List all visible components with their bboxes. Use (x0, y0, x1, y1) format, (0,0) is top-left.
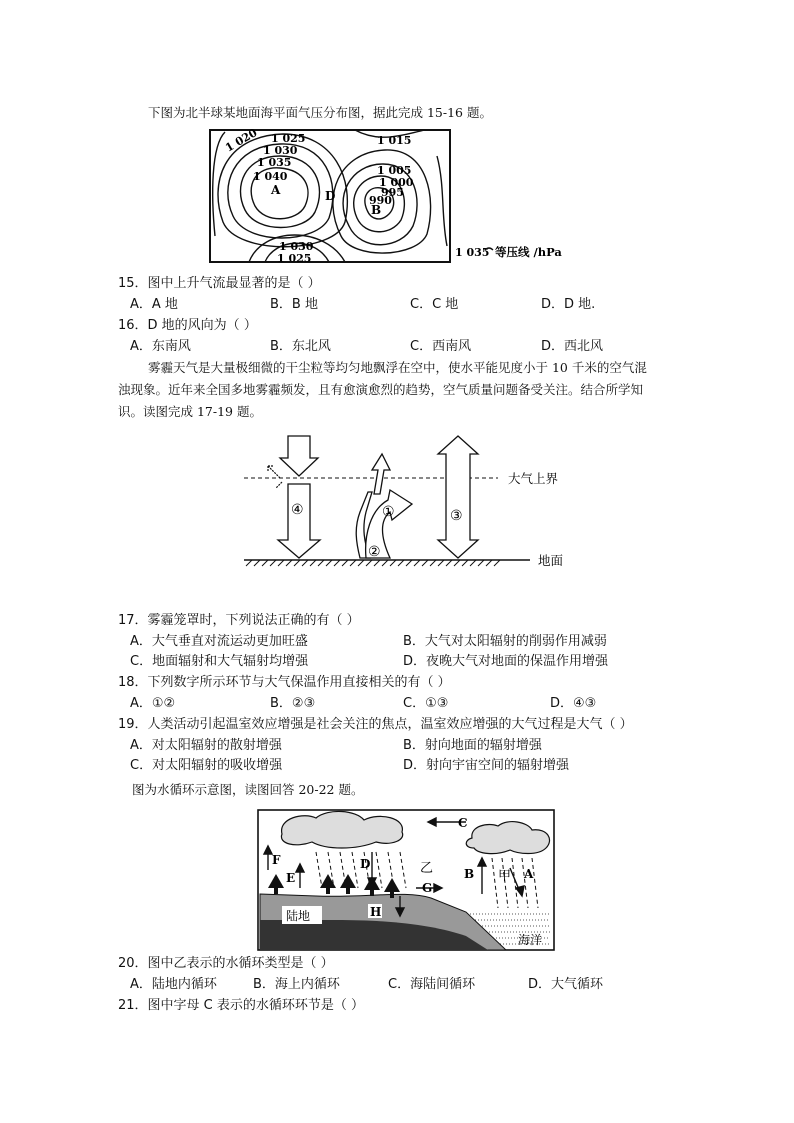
q19-option-b[interactable]: B．射向地面的辐射增强 (403, 738, 542, 753)
label-d: D (360, 857, 371, 871)
q17-option-b[interactable]: B．大气对太阳辐射的削弱作用减弱 (403, 634, 607, 649)
q19-stem: 19．人类活动引起温室效应增强是社会关注的焦点，温室效应增强的大气过程是大气（ ） (118, 717, 633, 732)
label-4: ④ (291, 502, 304, 518)
q17-option-d[interactable]: D．夜晚大气对地面的保温作用增强 (403, 654, 609, 669)
point-b-label: B (371, 203, 382, 217)
isobar-label-1025-bottom: 1 025 (277, 252, 312, 265)
arrow-1-up (372, 454, 390, 494)
atmosphere-top-label: 大气上界 (508, 471, 559, 486)
arrow-4 (278, 484, 320, 558)
isobar-label-1040: 1 040 (253, 170, 288, 183)
isobar-label-1000: 1 000 (379, 176, 414, 189)
isobar-label-1025: 1 025 (271, 132, 306, 145)
intro-15-16: 下图为北半球某地面海平面气压分布图，据此完成 15-16 题。 (148, 105, 492, 120)
label-c: C (458, 816, 468, 830)
isobar-label-995: 995 (381, 186, 404, 199)
label-g: G (422, 881, 433, 895)
isobar-map-figure (205, 126, 585, 266)
ground-hatch (246, 560, 500, 566)
label-h: H (370, 905, 382, 919)
q19-option-a[interactable]: A．对太阳辐射的散射增强 (130, 738, 282, 753)
isobar-label-1035: 1 035 (257, 156, 292, 169)
q15-option-d[interactable]: D．D 地. (541, 297, 596, 312)
isobar-label-1030: 1 030 (263, 144, 298, 157)
q15-option-c[interactable]: C．C 地 (410, 297, 459, 312)
land-label: 陆地 (286, 909, 311, 923)
isobar-label-1015: 1 015 (377, 134, 412, 147)
intro-17-19-line2: 浊现象。近年来全国多地雾霾频发，且有愈演愈烈的趋势，空气质量问题备受关注。结合所学知 (118, 382, 644, 397)
q15-option-a[interactable]: A．A 地 (130, 297, 178, 312)
water-cycle-figure (256, 808, 556, 952)
solar-arrow-top (280, 436, 318, 476)
isobar-label-1005: 1 005 (377, 164, 412, 177)
q18-option-b[interactable]: B．②③ (270, 696, 316, 711)
q18-stem: 18．下列数字所示环节与大气保温作用直接相关的有（ ） (118, 675, 451, 690)
label-jia: 甲 (498, 869, 512, 884)
ground-label: 地面 (538, 553, 564, 568)
q18-option-d[interactable]: D．④③ (550, 696, 597, 711)
label-e: E (286, 871, 296, 885)
q16-stem: 16．D 地的风向为（ ） (118, 318, 257, 333)
legend-value: 1 035 (455, 246, 490, 259)
isobar-label-990: 990 (369, 194, 392, 207)
radiation-figure (240, 432, 580, 572)
q20-stem: 20．图中乙表示的水循环类型是（ ） (118, 956, 334, 971)
q17-stem: 17．雾霾笼罩时，下列说法正确的有（ ） (118, 613, 360, 628)
q20-option-d[interactable]: D．大气循环 (528, 977, 604, 992)
q15-stem: 15．图中上升气流最显著的是（ ） (118, 276, 321, 291)
label-f: F (272, 853, 281, 867)
reflection-arrow-down (276, 482, 282, 488)
label-1: ① (382, 504, 395, 520)
ocean-label: 海洋 (518, 933, 543, 947)
q16-option-a[interactable]: A．东南风 (130, 339, 191, 354)
q18-option-a[interactable]: A．①② (130, 696, 176, 711)
arrow-3 (438, 436, 478, 558)
land-cloud (281, 811, 402, 848)
legend-text: 等压线 /hPa (495, 245, 562, 259)
q16-option-d[interactable]: D．西北风 (541, 339, 604, 354)
isobar-label-1020: 1 020 (223, 126, 260, 155)
intro-17-19-line1: 雾霾天气是大量极细微的干尘粒等均匀地飘浮在空中，使水平能见度小于 10 千米的空气混 (148, 360, 647, 375)
label-yi: 乙 (420, 861, 434, 876)
isobar-label-1030-bottom: 1 030 (279, 240, 314, 253)
q15-option-b[interactable]: B．B 地 (270, 297, 318, 312)
q18-option-c[interactable]: C．①③ (403, 696, 449, 711)
q17-option-a[interactable]: A．大气垂直对流运动更加旺盛 (130, 634, 308, 649)
label-3: ③ (450, 508, 463, 524)
q19-option-d[interactable]: D．射向宇宙空间的辐射增强 (403, 758, 570, 773)
q20-option-b[interactable]: B．海上内循环 (253, 977, 340, 992)
q17-option-c[interactable]: C．地面辐射和大气辐射均增强 (130, 654, 309, 669)
point-a-label: A (271, 183, 281, 197)
q20-option-a[interactable]: A．陆地内循环 (130, 977, 217, 992)
q16-option-c[interactable]: C．西南风 (410, 339, 472, 354)
label-b: B (464, 867, 475, 881)
q21-stem: 21．图中字母 C 表示的水循环环节是（ ） (118, 998, 365, 1013)
label-a: A (524, 867, 534, 881)
point-d-label: D (325, 189, 336, 203)
intro-20-22: 图为水循环示意图，读图回答 20-22 题。 (132, 782, 364, 797)
intro-17-19-line3: 识。读图完成 17-19 题。 (118, 404, 262, 419)
q19-option-c[interactable]: C．对太阳辐射的吸收增强 (130, 758, 283, 773)
reflection-arrow-up (268, 466, 280, 478)
q16-option-b[interactable]: B．东北风 (270, 339, 331, 354)
q20-option-c[interactable]: C．海陆间循环 (388, 977, 476, 992)
label-2: ② (368, 544, 381, 560)
